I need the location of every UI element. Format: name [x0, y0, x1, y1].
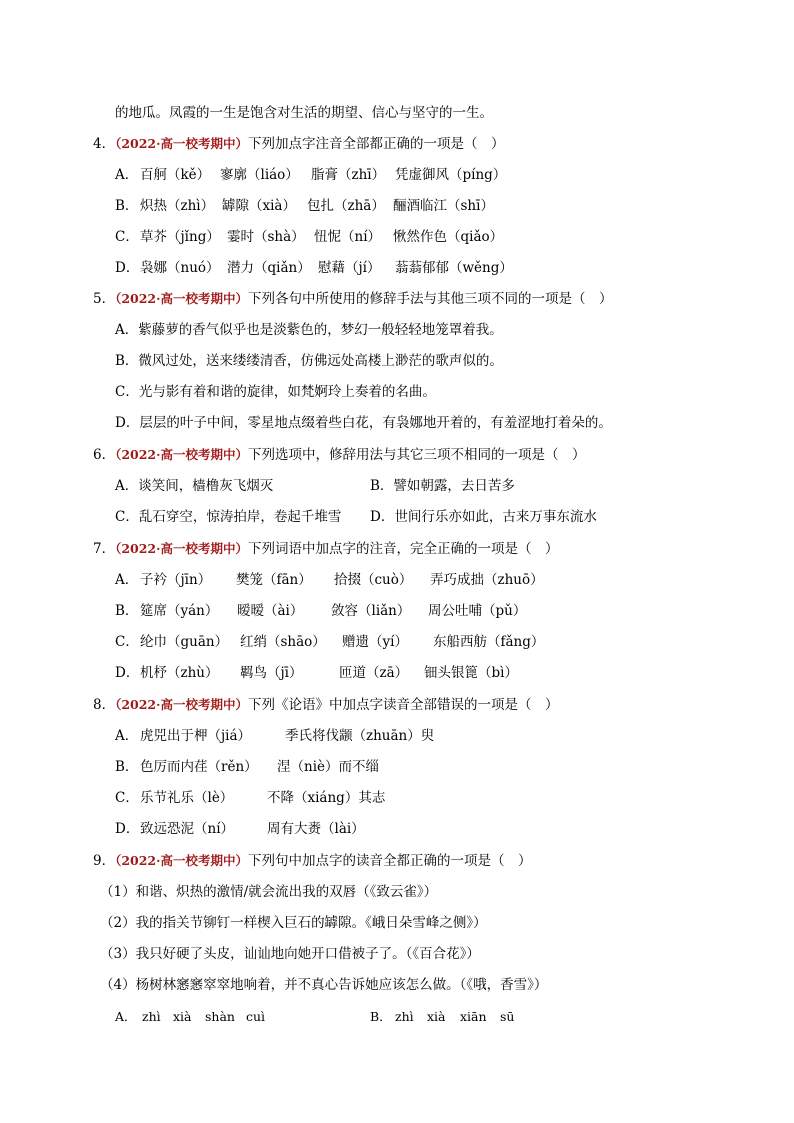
question-9-stem [93, 851, 532, 871]
q5-option-b [115, 351, 503, 371]
option-item: xiān [460, 1009, 487, 1024]
option-item: 涅（niè）而不缁 [277, 759, 380, 775]
question-text: 下列词语中加点字的注音，完全正确的一项是（ ） [248, 541, 559, 557]
option-item: 纶巾（guān） [140, 634, 229, 650]
q7-option-b [115, 601, 527, 621]
question-text: 下列句中加点字的读音全都正确的一项是（ ） [248, 853, 532, 869]
option-item: 钿头银篦（bì） [424, 665, 518, 681]
option-item: 忸怩（ní） [314, 229, 382, 245]
option-item: 草芥（jǐng） [140, 229, 220, 245]
option-label: D． [115, 415, 140, 431]
q7-option-d [115, 663, 518, 683]
q5-option-d [115, 413, 612, 433]
option-item: 拾掇（cuò） [334, 572, 413, 588]
option-label: B． [115, 198, 139, 214]
option-item: 季氏将伐颛（zhuān）臾 [285, 728, 435, 744]
option-label: A． [115, 728, 139, 744]
option-label: A． [115, 322, 139, 338]
option-label: B． [370, 1009, 392, 1024]
q9-sentence-4: （4）杨树林窸窸窣窣地响着，并不真心告诉她应该怎么做。（《哦，香雪》） [100, 977, 548, 993]
source-tag: （2022·高一校考期中） [115, 853, 248, 868]
q4-option-b [115, 196, 494, 216]
q7-option-a [115, 570, 544, 590]
option-item: xià [427, 1009, 446, 1024]
option-item: 筵席（yán） [140, 603, 219, 619]
question-8-stem [93, 695, 559, 715]
option-label: A． [115, 1009, 137, 1024]
option-item: 虎兕出于柙（jiá） [140, 728, 252, 744]
option-item: 潜力（qiǎn） [227, 260, 311, 276]
q5-option-a [115, 320, 503, 340]
q6-option-c: C．乱石穿空，惊涛拍岸，卷起千堆雪 [115, 509, 342, 525]
question-number: 8． [93, 697, 116, 713]
question-7-stem [93, 539, 559, 559]
question-number: 9． [93, 853, 116, 869]
q5-option-c [115, 382, 436, 402]
source-tag: （2022·高一校考期中） [115, 541, 248, 556]
option-item: shàn [205, 1009, 235, 1024]
option-item: xià [173, 1009, 192, 1024]
option-item: 致远恐泥（ní） [140, 821, 235, 837]
question-text: 下列选项中，修辞用法与其它三项不相同的一项是（ ） [248, 447, 586, 463]
option-item: 霎时（shà） [227, 229, 305, 245]
q7-option-c [115, 632, 545, 652]
option-item: 寥廓（liáo） [220, 167, 299, 183]
option-item: 慰藉（jí） [318, 260, 381, 276]
option-item: 暧暧（ài） [237, 603, 304, 619]
option-label: C． [115, 384, 139, 400]
option-item: 不降（xiáng）其志 [267, 790, 386, 806]
option-item: 罅隙（xià） [222, 198, 296, 214]
q4-option-d [115, 258, 513, 278]
option-item: zhì [395, 1009, 414, 1024]
source-tag: （2022·高一校考期中） [115, 447, 248, 462]
q8-option-d [115, 819, 365, 839]
option-label: B． [115, 603, 139, 619]
option-item: 樊笼（fān） [236, 572, 312, 588]
option-label: A． [115, 167, 139, 183]
option-item: 机杼（zhù） [140, 665, 219, 681]
source-tag: （2022·高一校考期中） [115, 291, 248, 306]
option-item: 蓊蓊郁郁（wěng） [395, 260, 513, 276]
option-text: 层层的叶子中间，零星地点缀着些白花，有袅娜地开着的，有羞涩地打着朵的。 [139, 415, 612, 431]
option-text: 紫藤萝的香气似乎也是淡紫色的，梦幻一般轻轻地笼罩着我。 [138, 322, 503, 338]
option-label: B． [115, 759, 139, 775]
option-item: 百舸（kě） [140, 167, 211, 183]
option-label: D． [115, 821, 140, 837]
option-item: sū [500, 1009, 515, 1024]
intro-line: 的地瓜。凤霞的一生是饱含对生活的期望、信心与坚守的一生。 [115, 105, 493, 121]
option-item: 愀然作色（qiǎo） [393, 229, 504, 245]
option-item: 弄巧成拙（zhuō） [430, 572, 544, 588]
question-text: 下列《论语》中加点字读音全部错误的一项是（ ） [248, 697, 559, 713]
option-item: 子衿（jīn） [140, 572, 212, 588]
option-label: C． [115, 790, 139, 806]
q8-option-b [115, 757, 380, 777]
option-item: 酾酒临江（shī） [393, 198, 494, 214]
option-item: 炽热（zhì） [140, 198, 215, 214]
option-item: 东船西舫（fǎng） [433, 634, 545, 650]
question-5-stem [93, 289, 613, 309]
q4-option-c [115, 227, 504, 247]
option-item: zhì [142, 1009, 161, 1024]
option-item: 乐节礼乐（lè） [140, 790, 234, 806]
source-tag: （2022·高一校考期中） [115, 136, 248, 151]
q9-sentence-2: （2）我的指关节铆钉一样楔入巨石的罅隙。《峨日朵雪峰之侧》） [100, 915, 487, 931]
option-label: D． [115, 260, 140, 276]
question-6-stem [93, 445, 586, 465]
option-item: cuì [246, 1009, 266, 1024]
option-text: 光与影有着和谐的旋律，如梵婀玲上奏着的名曲。 [138, 384, 436, 400]
option-item: 红绡（shāo） [240, 634, 326, 650]
option-item: 周公吐哺（pǔ） [428, 603, 527, 619]
question-number: 6． [93, 447, 116, 463]
q4-option-a [115, 165, 507, 185]
option-item: 凭虚御风（píng） [395, 167, 507, 183]
option-label: C． [115, 634, 139, 650]
option-item: 敛容（liǎn） [331, 603, 411, 619]
option-item: 包扎（zhā） [307, 198, 385, 214]
option-item: 羁鸟（jī） [240, 665, 303, 681]
option-label: A． [115, 572, 139, 588]
q8-option-c [115, 788, 386, 808]
option-label: B． [115, 353, 139, 369]
option-item: 脂膏（zhī） [311, 167, 386, 183]
option-item: 周有大赉（lài） [267, 821, 365, 837]
question-4-stem [93, 134, 505, 154]
source-tag: （2022·高一校考期中） [115, 697, 248, 712]
option-item: 匝道（zā） [339, 665, 409, 681]
option-item: 赠遗（yí） [342, 634, 408, 650]
question-text: 下列加点字注音全部都正确的一项是（ ） [248, 136, 505, 152]
q6-option-b: B．譬如朝露，去日苦多 [370, 478, 515, 494]
question-text: 下列各句中所使用的修辞手法与其他三项不同的一项是（ ） [248, 291, 613, 307]
option-item: 色厉而内荏（rěn） [140, 759, 258, 775]
option-item: 袅娜（nuó） [140, 260, 220, 276]
question-number: 4． [93, 136, 116, 152]
option-label: D． [115, 665, 140, 681]
question-number: 5． [93, 291, 116, 307]
q6-option-d: D．世间行乐亦如此，古来万事东流水 [370, 509, 597, 525]
option-text: 微风过处，送来缕缕清香，仿佛远处高楼上渺茫的歌声似的。 [138, 353, 503, 369]
q9-sentence-1: （1）和谐、炽热的激情/就会流出我的双唇（《致云雀》） [100, 884, 438, 900]
q8-option-a [115, 726, 435, 746]
q6-option-a: A．谈笑间，樯橹灰飞烟灭 [115, 478, 274, 494]
option-label: C． [115, 229, 139, 245]
question-number: 7． [93, 541, 116, 557]
q9-sentence-3: （3）我只好硬了头皮，讪讪地向她开口借被子了。（《百合花》） [100, 946, 480, 962]
